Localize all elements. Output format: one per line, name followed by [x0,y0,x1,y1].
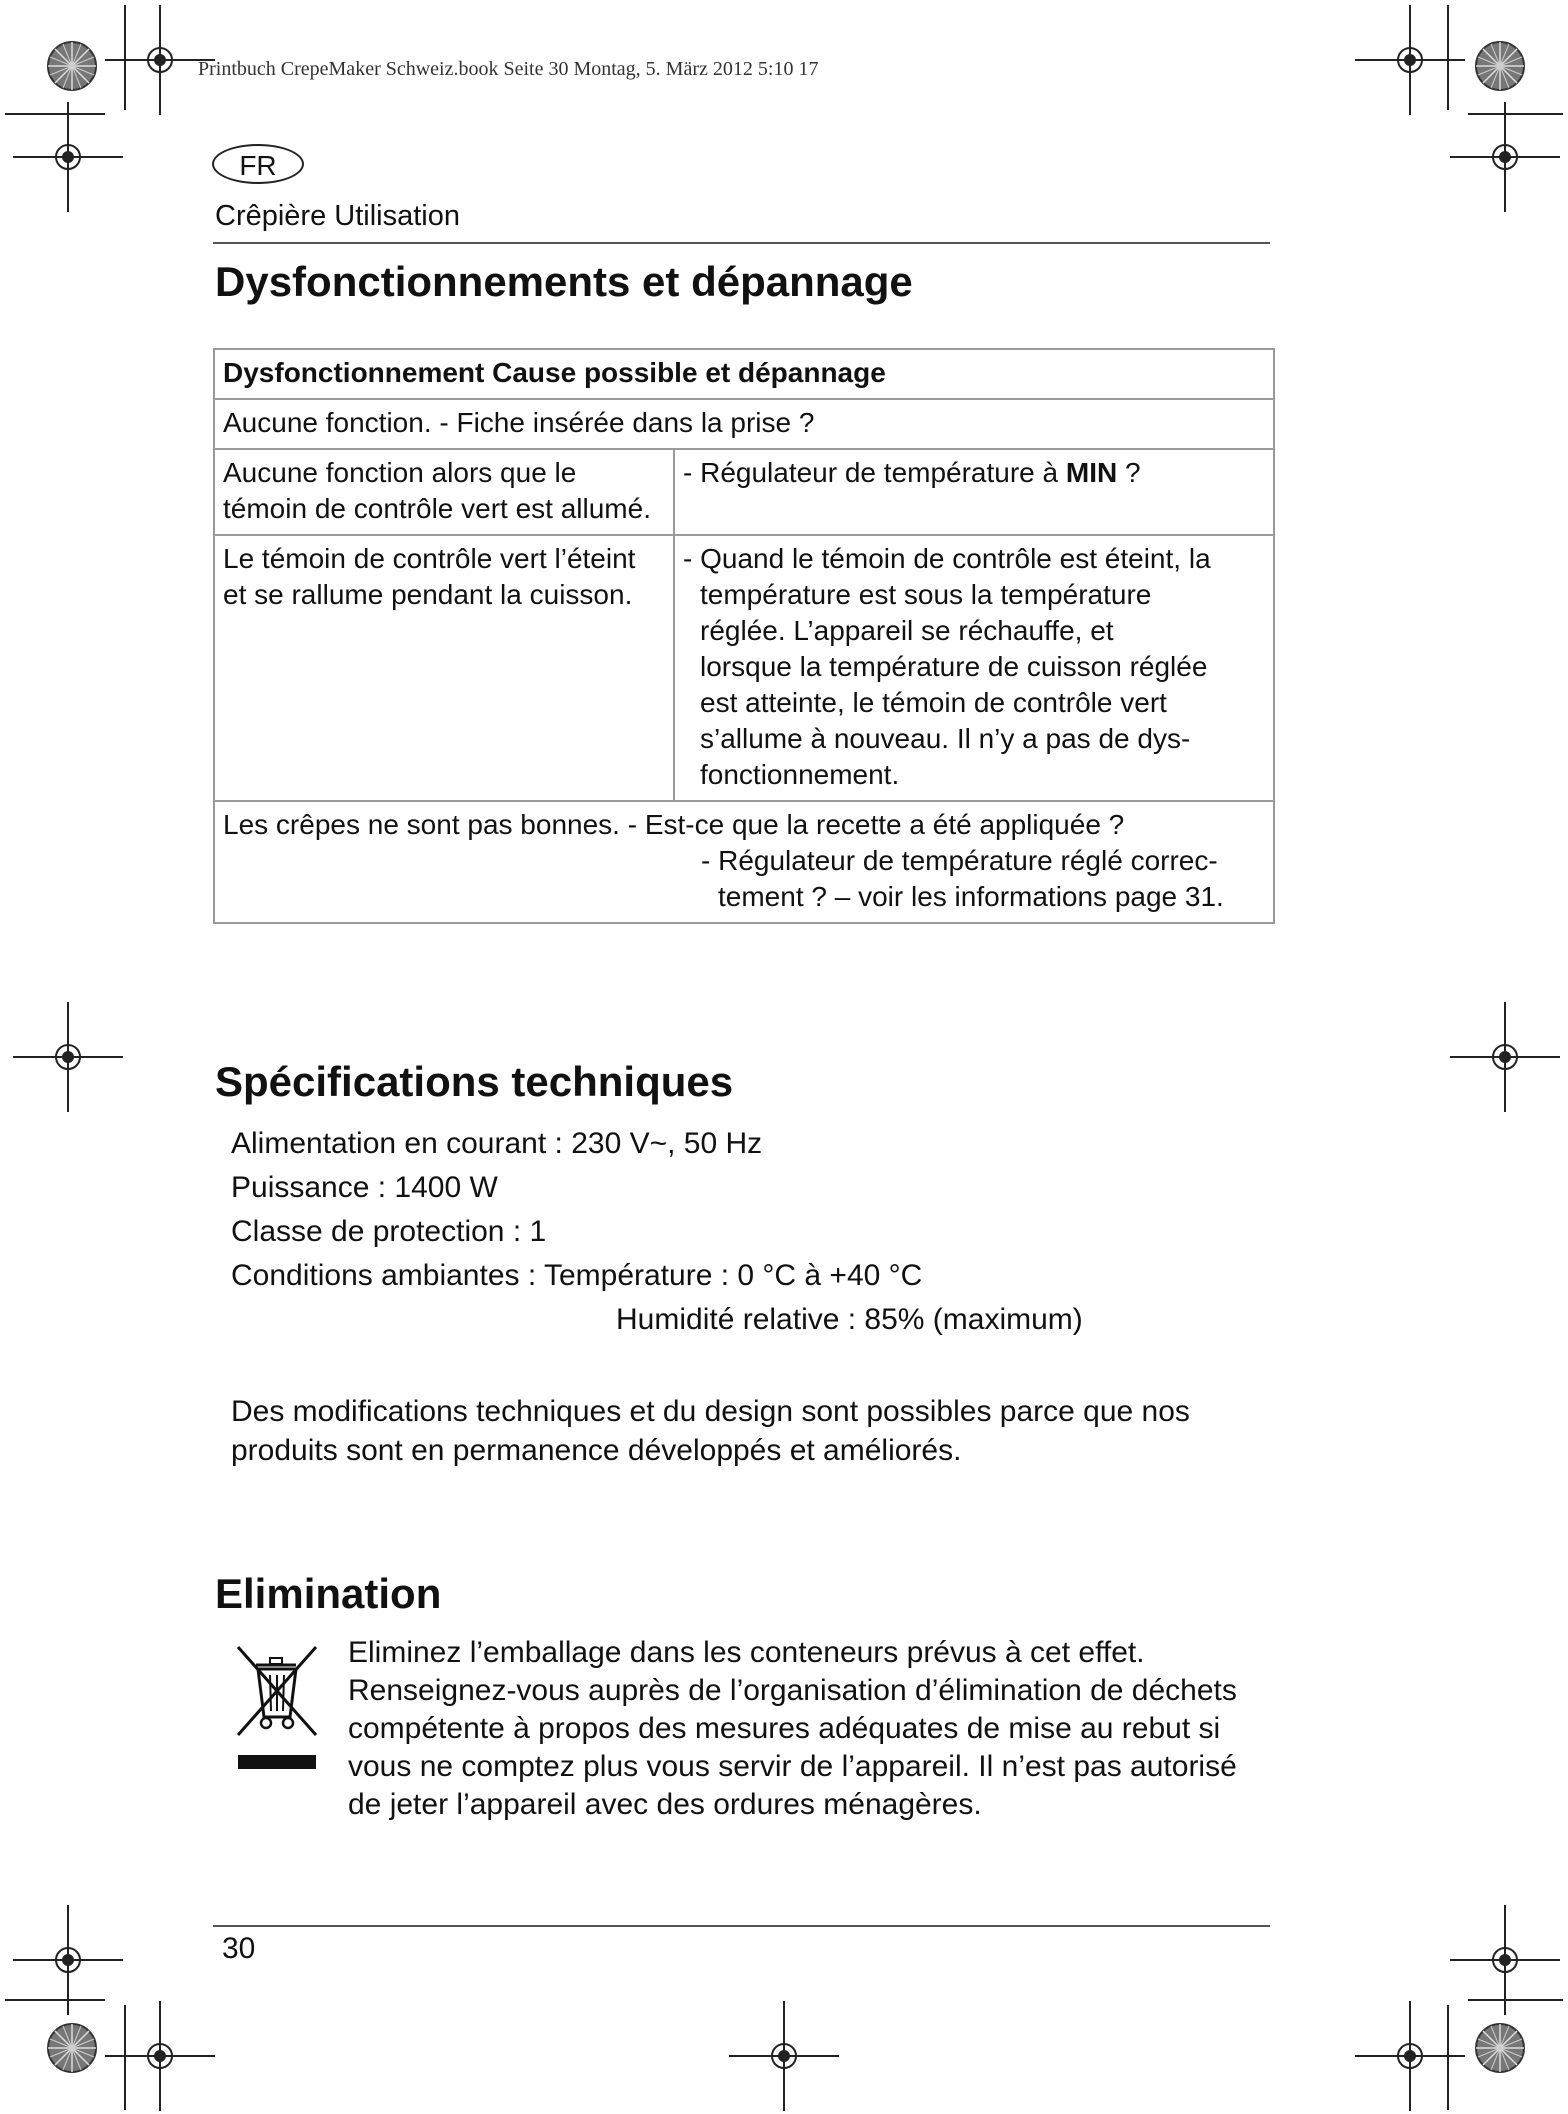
row3-right-line: - Quand le témoin de contrôle est éteint, la [683,543,1211,574]
footer-rule [213,1925,1270,1927]
note-line: produits sont en permanence développés et améliorés. [231,1434,962,1467]
row3-right-line: fonctionnement. [700,759,900,790]
table-header-cell [214,349,1274,399]
trouble-section-title: Dysfonctionnements et dépannage [215,258,913,305]
elimination-line: Eliminez l’emballage dans les conteneurs prévus à cet effet. [348,1636,1145,1669]
spec-line: Alimentation en courant : 230 V~, 50 Hz [231,1127,763,1160]
spec-line: Classe de protection : 1 [231,1215,547,1248]
spec-line: Puissance : 1400 W [231,1171,498,1204]
spec-line: Humidité relative : 85% (maximum) [616,1303,1083,1336]
elimination-section-title: Elimination [215,1570,442,1617]
elimination-text [348,1634,1288,1824]
elimination-line: Renseignez-vous auprès de l’organisation d’élimination de déchets [348,1674,1237,1707]
print-slug: Printbuch CrepeMaker Schweiz.book Seite 30 Montag, 5. März 2012 5:10 17 [198,58,819,80]
table-header-row [214,349,1274,399]
design-change-note [231,1392,1281,1470]
row4-right-line: tement ? – voir les informations page 31. [718,881,1224,912]
row2-left-line: Aucune fonction alors que le [223,457,577,488]
row3-right-line: s’allume à nouveau. Il n’y a pas de dys- [700,723,1191,754]
weee-crossed-bin-icon [234,1643,320,1773]
row3-right-line: lorsque la température de cuisson réglée [700,651,1208,682]
breadcrumb: Crêpière Utilisation [215,200,460,232]
language-badge: FR [212,144,304,184]
row3-left-line: et se rallume pendant la cuisson. [223,579,633,610]
note-line: Des modifications techniques et du design sont possibles parce que nos [231,1395,1190,1428]
min-setting-label: MIN [1065,457,1118,488]
row3-right-line: température est sous la température [700,579,1152,610]
elimination-line: de jeter l’appareil avec des ordures ménagères. [348,1788,982,1821]
elimination-line: vous ne comptez plus vous servir de l’appareil. Il n’est pas autorisé [348,1750,1237,1783]
specs-section-title: Spécifications techniques [215,1058,734,1105]
row3-left-line: Le témoin de contrôle vert l’éteint [223,543,636,574]
table-cell-solution [674,535,1274,801]
row2-right-prefix: - Régulateur de température à [683,457,1066,488]
row2-right-suffix: ? [1117,457,1141,488]
row2-left-line: témoin de contrôle vert est allumé. [223,493,651,524]
table-header-text: Dysfonctionnement Cause possible et dépannage [223,357,886,388]
row2-right-line [683,455,1265,491]
table-row [214,399,1274,449]
page-number: 30 [222,1932,256,1965]
row3-right-line: réglée. L’appareil se réchauffe, et [700,615,1114,646]
row4-right-line: - Régulateur de température réglé correc- [701,845,1218,876]
table-cell-problem [214,449,674,535]
row3-right-line: est atteinte, le témoin de contrôle vert [700,687,1167,718]
troubleshooting-table [213,348,1275,924]
table-cell [214,801,1274,923]
table-cell-problem [214,535,674,801]
table-cell [214,399,1274,449]
table-cell-solution [674,449,1274,535]
row4-line: Les crêpes ne sont pas bonnes. - Est-ce que la recette a été appliquée ? [223,809,1125,840]
elimination-line: compétente à propos des mesures adéquates de mise au rebut si [348,1712,1221,1745]
table-row [214,535,1274,801]
table-row [214,449,1274,535]
table-row [214,801,1274,923]
spec-line: Conditions ambiantes : Température : 0 °C à +40 °C [231,1259,923,1292]
row1-text: Aucune fonction. - Fiche insérée dans la prise ? [223,407,815,438]
header-rule [213,242,1270,244]
